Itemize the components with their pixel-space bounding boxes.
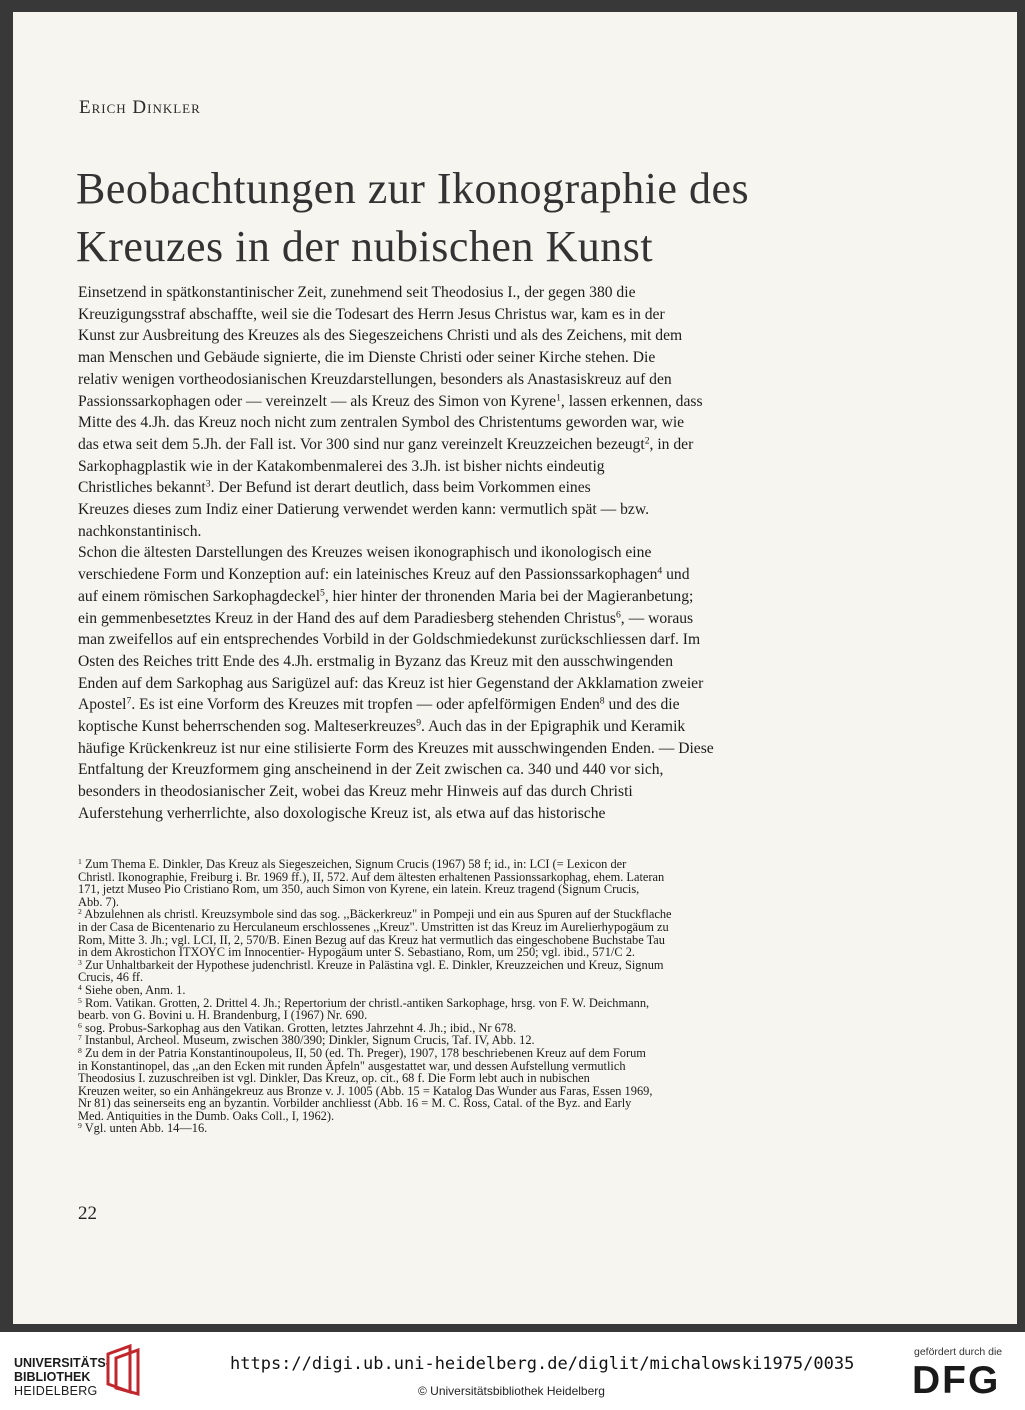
body-line <box>78 542 818 564</box>
body-line-text: Auferstehung verherrlichte, also doxologische Kreuz ist, als etwa auf das historische <box>78 804 606 822</box>
body-line-text: , in der <box>649 435 694 453</box>
body-line <box>78 586 818 608</box>
footnote-reference[interactable]: 4 <box>657 565 663 577</box>
body-line-text: , hier hinter der thronenden Maria bei der Magieranbetung; <box>324 587 694 605</box>
footnote-number: 8 <box>78 1045 82 1055</box>
body-line <box>78 564 818 586</box>
footnote-text: Abb. 7). <box>78 894 119 909</box>
footnotes <box>78 858 818 1135</box>
body-line-text: auf einem römischen Sarkophagdeckel <box>78 587 321 605</box>
body-line-text: koptische Kunst beherrschenden sog. Malteserkreuzes <box>78 718 417 736</box>
body-line-text: ein gemmenbesetztes Kreuz in der Hand des auf dem Paradiesberg stehenden Christus <box>78 609 616 627</box>
body-line <box>78 759 818 781</box>
footnote-number: 9 <box>78 1121 82 1131</box>
footnote-text: Kreuzen weiter, so ein Anhängekreuz aus Bronze v. J. 1005 (Abb. 15 = Katalog Das Wunder aus Faras, Essen 1969, <box>78 1083 653 1098</box>
footnote-text: Vgl. unten Abb. 14—16. <box>81 1121 208 1136</box>
body-line-text: . Es ist eine Vorform des Kreuzes mit tropfen — oder apfelförmigen Enden <box>131 696 600 714</box>
body-line-text: Schon die ältesten Darstellungen des Kreuzes weisen ikonographisch und ikonologisch eine <box>78 544 652 562</box>
body-line <box>78 716 818 738</box>
footnote-text: Theodosius I. zuzuschreiben ist vgl. Dinkler, Das Kreuz, op. cit., 68 f. Die Form lebt auch in nubischen <box>78 1071 590 1086</box>
body-text <box>78 282 818 825</box>
body-line-text: Passionssarkophagen oder — vereinzelt — als Kreuz des Simon von Kyrene <box>78 392 557 410</box>
body-line-text: Christliches bekannt <box>78 479 206 497</box>
footnote-text: Rom, Mitte 3. Jh.; vgl. LCI, II, 2, 570/B. Einen Bezug auf das Kreuz hat vermutlich das eingeschobene Buchstabe Tau <box>78 932 665 947</box>
body-line-text: und des die <box>604 696 680 714</box>
footnote-reference[interactable]: 3 <box>205 479 211 491</box>
footnote-reference[interactable]: 9 <box>416 717 422 729</box>
footnote-number: 7 <box>78 1033 82 1043</box>
body-line-text: man Menschen und Gebäude signierte, die im Dienste Christi oder seiner Kirche stehen. Die <box>78 349 656 367</box>
library-emblem-icon <box>104 1344 144 1401</box>
footnote-number: 1 <box>78 856 82 866</box>
library-name-line: UNIVERSITÄTS- <box>14 1356 110 1370</box>
title-line: Beobachtungen zur Ikonographie des <box>76 164 750 213</box>
footnote-text: bearb. von G. Bovini u. H. Brandenburg, I (1967) Nr. 690. <box>78 1008 368 1023</box>
body-line-text: Osten des Reiches tritt Ende des 4.Jh. erstmalig in Byzanz das Kreuz mit den ausschwingenden <box>78 652 674 670</box>
body-line-text: Mitte des 4.Jh. das Kreuz noch nicht zum zentralen Symbol des Christentums geworden war, wie <box>78 414 685 432</box>
body-line <box>78 304 818 326</box>
author-name: Erich Dinkler <box>79 97 201 118</box>
body-line-text: . Auch das in der Epigraphik und Keramik <box>421 718 686 736</box>
body-line-text: Kunst zur Ausbreitung des Kreuzes als des Siegeszeichens Christi und als des Zeichens, mit dem <box>78 327 683 345</box>
footnote-text: Crucis, 46 ff. <box>78 970 144 985</box>
footnote-text: Siehe oben, Anm. 1. <box>81 982 186 997</box>
footnote-line <box>78 1122 818 1135</box>
footnote-reference[interactable]: 6 <box>615 609 621 621</box>
footnote-line <box>78 883 818 896</box>
footnote-number: 6 <box>78 1020 82 1030</box>
body-line-text: besonders in theodosianischer Zeit, wobei das Kreuz mehr Hinweis auf das durch Christi <box>78 783 633 801</box>
body-line-text: Kreuzes dieses zum Indiz einer Datierung verwendet werden kann: vermutlich spät — bzw. <box>78 501 649 519</box>
footnote-text: Zur Unhaltbarkeit der Hypothese judenchristl. Kreuze in Palästina vgl. E. Dinkler, Kreuzzeichen und Kreuz, Signum <box>81 957 664 972</box>
body-line <box>78 477 818 499</box>
title-line: Kreuzes in der nubischen Kunst <box>76 222 654 271</box>
body-line-text: man zweifellos auf ein entsprechendes Vorbild in der Goldschmiedekunst zurückschliessen darf. Im <box>78 631 701 649</box>
body-line-text: . Der Befund ist derart deutlich, dass beim Vorkommen eines <box>210 479 591 497</box>
body-line-text: Sarkophagplastik wie in der Katakombenmalerei des 3.Jh. ist bisher nichts eindeutig <box>78 457 605 475</box>
footnote-text: Zum Thema E. Dinkler, Das Kreuz als Siegeszeichen, Signum Crucis (1967) 58 f; id., in: LCI (= Lexicon der <box>81 857 627 871</box>
body-line-text: und <box>662 566 690 584</box>
footnote-reference[interactable]: 8 <box>599 696 605 708</box>
footnote-number: 3 <box>78 957 82 967</box>
footnote-text: in Konstantinopel, das ,,an den Ecken mit runden Äpfeln" ausgestattet war, und dessen Aufstellung vermutlich <box>78 1058 626 1073</box>
body-line-text: das etwa seit dem 5.Jh. der Fall ist. Vor 300 sind nur ganz vereinzelt Kreuzzeichen bezeugt <box>78 435 645 453</box>
body-line <box>78 521 818 543</box>
body-line <box>78 499 818 521</box>
footnote-reference[interactable]: 1 <box>556 392 561 404</box>
body-line-text: verschiedene Form und Konzeption auf: ein lateinisches Kreuz auf den Passionssarkophagen <box>78 566 658 584</box>
body-line-text: Entfaltung der Kreuzformem ging anscheinend in der Zeit zwischen ca. 340 und 440 vor sich, <box>78 761 664 779</box>
footnote-text: in der Casa de Bicentenario zu Herculaneum erschlossenes ,,Kreuz". Umstritten ist das Kreuz im Aurelierhypogäum zu <box>78 919 669 934</box>
library-name-line: BIBLIOTHEK <box>14 1370 91 1384</box>
footnote-text: 171, jetzt Museo Pio Cristiano Rom, um 350, auch Simon von Kyrene, ein latein. Kreuz tragend (Signum Crucis, <box>78 882 640 897</box>
body-line-text: relativ wenigen vortheodosianischen Kreuzdarstellungen, besonders als Anastasiskreuz auf den <box>78 370 672 388</box>
body-line <box>78 673 818 695</box>
body-line-text: Einsetzend in spätkonstantinischer Zeit, zunehmend seit Theodosius I., der gegen 380 die <box>78 284 636 301</box>
body-line <box>78 412 818 434</box>
footnote-number: 5 <box>78 995 82 1005</box>
body-line <box>78 434 818 456</box>
footnote-line <box>78 971 818 984</box>
body-line <box>78 391 818 413</box>
footnote-number: 4 <box>78 982 82 992</box>
footnote-number: 2 <box>78 907 82 917</box>
body-line-text: Kreuzigungsstraf abschaffte, weil sie die Todesart des Herrn Jesus Christus war, kam es in der <box>78 305 665 323</box>
body-line-text: Apostel <box>78 696 127 714</box>
body-line <box>78 369 818 391</box>
body-line <box>78 608 818 630</box>
footnote-text: Christl. Ikonographie, Freiburg i. Br. 1969 ff.), II, 572. Auf dem ältesten erhaltenen Passionssarkophag, ehem. Lateran <box>78 869 665 884</box>
footnote-reference[interactable]: 5 <box>320 587 325 599</box>
permalink-url[interactable]: https://digi.ub.uni-heidelberg.de/diglit/michalowski1975/0035 <box>230 1354 855 1374</box>
body-line-text: Enden auf dem Sarkophag aus Sarigüzel auf: das Kreuz ist hier Gegenstand der Akklamation zweier <box>78 674 704 692</box>
body-line <box>78 694 818 716</box>
body-line-text: nachkonstantinisch. <box>78 522 202 540</box>
body-line <box>78 738 818 760</box>
body-line <box>78 651 818 673</box>
body-line <box>78 325 818 347</box>
body-line <box>78 803 818 825</box>
footnote-text: in dem Akrostichon ΙΤΧΟΥC im Innocentier- Hypogäum unter S. Sebastiano, Rom, um 250; vgl. ibid., 571/C 2. <box>78 945 636 960</box>
body-line <box>78 781 818 803</box>
library-city-line: HEIDELBERG <box>14 1384 98 1398</box>
dfg-logo: DFG <box>912 1359 1001 1402</box>
footnote-text: Rom. Vatikan. Grotten, 2. Drittel 4. Jh.; Repertorium der christl.-antiken Sarkophage, hrsg. von F. W. Deichmann, <box>81 995 650 1010</box>
body-line <box>78 347 818 369</box>
footnote-text: Abzulehnen als christl. Kreuzsymbole sind das sog. ,,Bäckerkreuz" in Pompeji und ein aus Spuren auf der Stuckflache <box>81 907 672 922</box>
body-line-text: , lassen erkennen, dass <box>560 392 703 410</box>
body-line-text: häufige Krückenkreuz ist nur eine stilisierte Form des Kreuzes mit ausschwingenden Enden. — Diese <box>78 739 714 757</box>
copyright-notice: © Universitätsbibliothek Heidelberg <box>418 1384 605 1398</box>
body-line <box>78 629 818 651</box>
footnote-text: Med. Antiquities in the Dumb. Oaks Coll., I, 1962). <box>78 1108 335 1123</box>
footnote-text: Nr 81) das seinerseits eng an byzantin. Vorbilder anchliesst (Abb. 16 = M. C. Ross, Catal. of the Byz. and Early <box>78 1096 632 1111</box>
footnote-line <box>78 959 818 972</box>
footnote-text: Instanbul, Archeol. Museum, zwischen 380/390; Dinkler, Signum Crucis, Taf. IV, Abb. 12. <box>81 1033 535 1048</box>
page-number: 22 <box>78 1203 97 1224</box>
funding-caption: gefördert durch die <box>914 1346 1003 1358</box>
footnote-text: Zu dem in der Patria Konstantinoupoleus, II, 50 (ed. Th. Preger), 1907, 178 beschriebenen Kreuz auf dem Forum <box>81 1045 646 1060</box>
footnote-reference[interactable]: 2 <box>644 435 650 447</box>
body-line-text: , — woraus <box>620 609 694 627</box>
footnote-reference[interactable]: 7 <box>126 696 132 708</box>
body-line <box>78 282 818 304</box>
body-line <box>78 456 818 478</box>
article-title <box>76 160 836 276</box>
footnote-text: sog. Probus-Sarkophag aus den Vatikan. Grotten, letztes Jahrzehnt 4. Jh.; ibid., Nr 678. <box>81 1020 517 1035</box>
